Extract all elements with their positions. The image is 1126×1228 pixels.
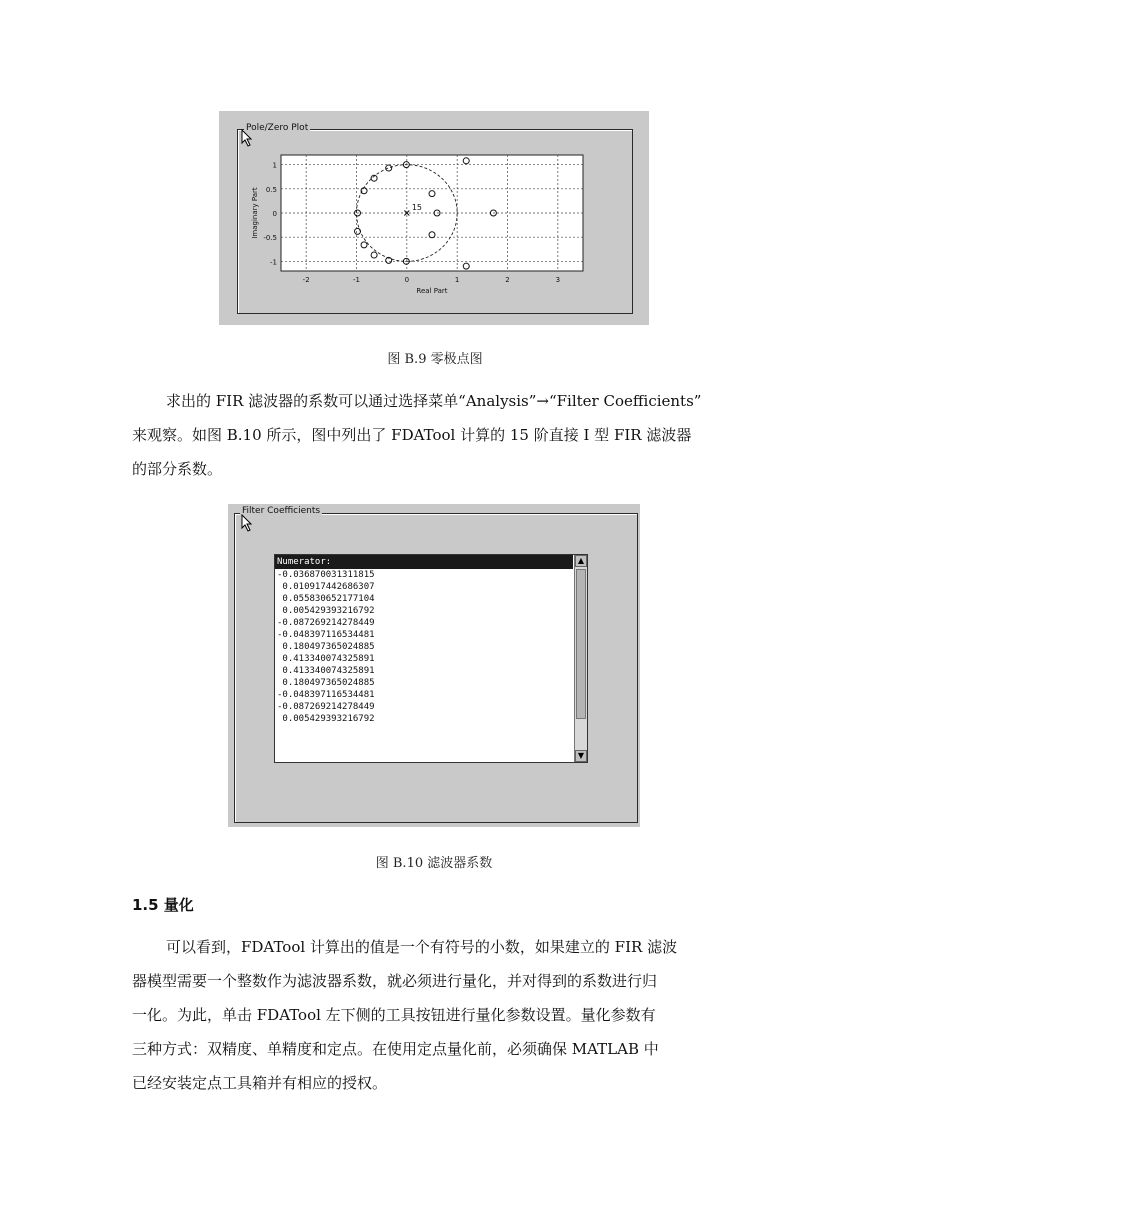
- coefficient-row[interactable]: 0.005429393216792: [277, 714, 375, 724]
- figure-b10-caption: 图 B.10 滤波器系数: [375, 856, 493, 871]
- paragraph-line: 三种方式：双精度、单精度和定点。在使用定点量化前，必须确保 MATLAB 中: [132, 1040, 659, 1058]
- coefficient-row[interactable]: 0.055830652177104: [277, 594, 375, 604]
- paragraph-line: 求出的 FIR 滤波器的系数可以通过选择菜单“Analysis”→“Filter Coefficients”: [166, 392, 702, 410]
- x-tick-label: -1: [353, 276, 360, 284]
- coefficient-row[interactable]: 0.413340074325891: [277, 654, 375, 664]
- paragraph-line: 一化。为此，单击 FDATool 左下侧的工具按钮进行量化参数设置。量化参数有: [132, 1006, 656, 1024]
- coefficient-row[interactable]: -0.087269214278449: [277, 702, 375, 712]
- x-tick-label: 0: [404, 276, 410, 284]
- figure-b9-caption: 图 B.9 零极点图: [387, 352, 483, 367]
- coefficient-row[interactable]: -0.048397116534481: [277, 630, 375, 640]
- y-tick-label: -1: [270, 258, 277, 267]
- paragraph-coefficients-intro: [132, 384, 738, 486]
- coefficient-row[interactable]: 0.413340074325891: [277, 666, 375, 676]
- paragraph-quantization: [132, 930, 738, 1100]
- scroll-down-icon[interactable]: ▼: [575, 750, 587, 762]
- pole-zero-group-title: Pole/Zero Plot: [246, 123, 309, 133]
- x-tick-label: 3: [555, 276, 561, 284]
- pole-order-label: 15: [411, 203, 423, 212]
- coefficient-row[interactable]: 0.010917442686307: [277, 582, 375, 592]
- paragraph-line: 可以看到，FDATool 计算出的值是一个有符号的小数，如果建立的 FIR 滤波: [166, 938, 678, 956]
- paragraph-line: 已经安装定点工具箱并有相应的授权。: [132, 1074, 388, 1092]
- coefficient-row[interactable]: 0.005429393216792: [277, 606, 375, 616]
- y-tick-label: -0.5: [263, 234, 277, 243]
- section-title: 1.5 量化: [132, 896, 194, 914]
- y-axis-label: Imaginary Part: [251, 187, 259, 239]
- x-tick-label: 1: [454, 276, 460, 284]
- scroll-thumb[interactable]: [576, 569, 586, 719]
- numerator-header[interactable]: Numerator:: [275, 555, 573, 569]
- x-tick-label: -2: [302, 276, 310, 284]
- y-tick-label: 0.5: [265, 185, 277, 194]
- coefficient-row[interactable]: -0.087269214278449: [277, 618, 375, 628]
- paragraph-line: 的部分系数。: [132, 460, 223, 478]
- coefficient-row[interactable]: 0.180497365024885: [277, 642, 375, 652]
- mouse-cursor-icon: [241, 514, 253, 532]
- y-tick-label: 1: [272, 161, 277, 170]
- coefficient-row[interactable]: 0.180497365024885: [277, 678, 375, 688]
- x-tick-label: 2: [505, 276, 510, 284]
- paragraph-line: 器模型需要一个整数作为滤波器系数，就必须进行量化，并对得到的系数进行归: [132, 972, 658, 990]
- y-tick-label: 0: [272, 210, 277, 218]
- filter-coefficients-figure: [228, 504, 640, 827]
- paragraph-line: 来观察。如图 B.10 所示，图中列出了 FDATool 计算的 15 阶直接 I 型 FIR 滤波器: [132, 426, 692, 444]
- pole-zero-chart: [219, 111, 649, 325]
- vertical-scrollbar[interactable]: [574, 555, 587, 762]
- coefficient-row[interactable]: -0.048397116534481: [277, 690, 375, 700]
- pole-zero-figure: [219, 111, 649, 325]
- coefficient-row[interactable]: -0.036870031311815: [277, 570, 375, 580]
- filter-coefficients-group-title: Filter Coefficients: [242, 506, 321, 516]
- coefficients-listbox[interactable]: [274, 554, 588, 763]
- coefficients-list: [275, 569, 587, 725]
- scroll-up-icon[interactable]: ▲: [575, 555, 587, 567]
- x-axis-label: Real Part: [416, 287, 448, 295]
